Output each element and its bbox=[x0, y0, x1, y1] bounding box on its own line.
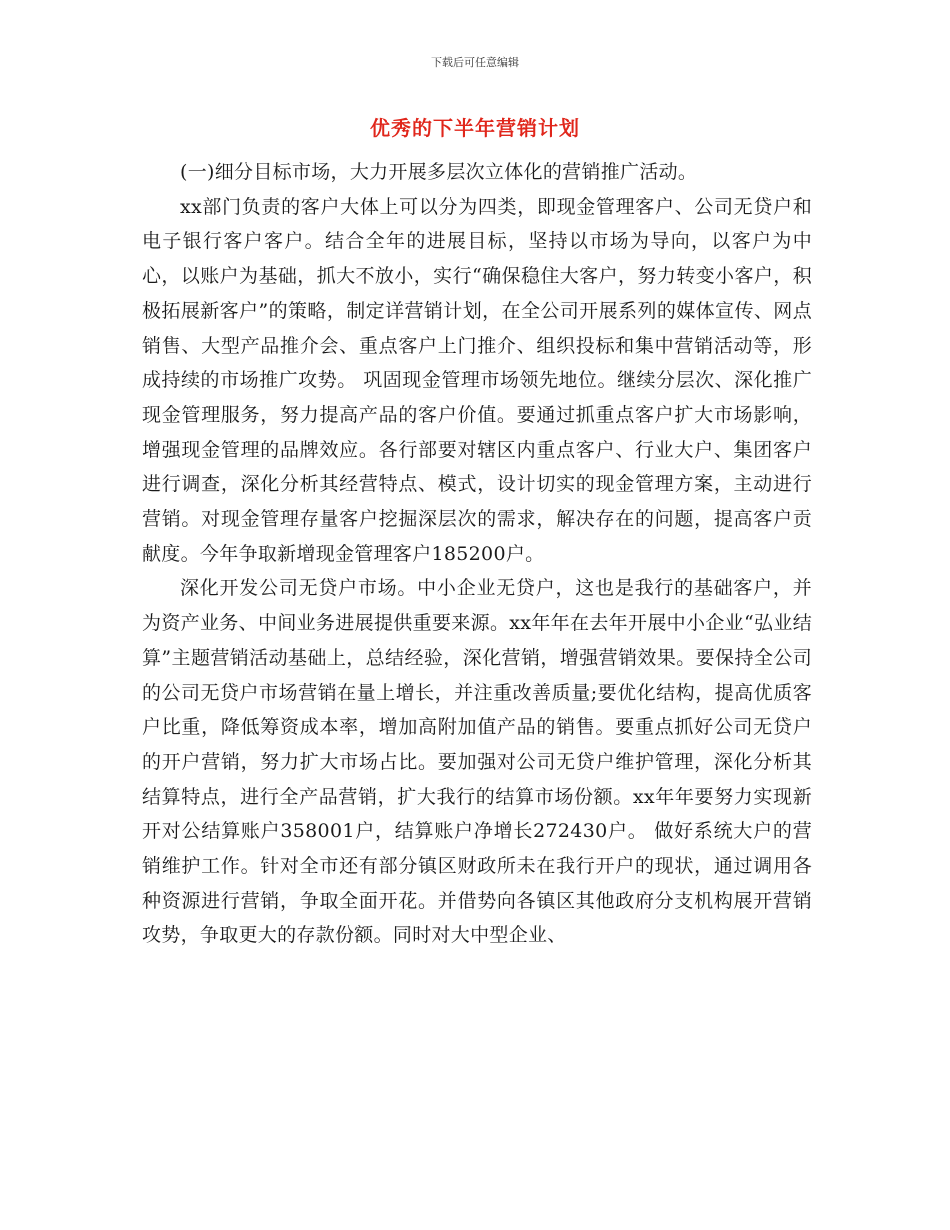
paragraph-2: xx部门负责的客户大体上可以分为四类，即现金管理客户、公司无贷户和电子银行客户客户。结合全年的进展目标，坚持以市场为导向，以客户为中心，以账户为基础，抓大不放小，实行“确保稳住大客户，努力转变小客户，积极拓展新客户”的策略，制定详营销计划，在全公司开展系列的媒体宣传、网点销售、大型产品推介会、重点客户上门推介、组织投标和集中营销活动等，形成持续的市场推广攻势。 巩固现金管理市场领先地位。继续分层次、深化推广现金管理服务，努力提高产品的客户价值。要通过抓重点客户扩大市场影响，增强现金管理的品牌效应。各行部要对辖区内重点客户、行业大户、集团客户进行调查，深化分析其经营特点、模式，设计切实的现金管理方案，主动进行营销。对现金管理存量客户挖掘深层次的需求，解决存在的问题，提高客户贡献度。今年争取新增现金管理客户185200户。 bbox=[142, 195, 812, 565]
paragraph-1: (一)细分目标市场，大力开展多层次立体化的营销推广活动。 bbox=[180, 161, 698, 183]
document-body bbox=[142, 155, 812, 953]
paragraph-3: 深化开发公司无贷户市场。中小企业无贷户，这也是我行的基础客户，并为资产业务、中间业务进展提供重要来源。xx年年在去年开展中小企业“弘业结算”主题营销活动基础上，总结经验，深化营销，增强营销效果。要保持全公司的公司无贷户市场营销在量上增长，并注重改善质量;要优化结构，提高优质客户比重，降低筹资成本率，增加高附加值产品的销售。要重点抓好公司无贷户的开户营销，努力扩大市场占比。要加强对公司无贷户维护管理，深化分析其结算特点，进行全产品营销，扩大我行的结算市场份额。xx年年要努力实现新开对公结算账户358001户，结算账户净增长272430户。 做好系统大户的营销维护工作。针对全市还有部分镇区财政所未在我行开户的现状，通过调用各种资源进行营销，争取全面开花。并借势向各镇区其他政府分支机构展开营销攻势，争取更大的存款份额。同时对大中型企业、 bbox=[142, 577, 812, 947]
document-title: 优秀的下半年营销计划 bbox=[370, 116, 580, 140]
header-note: 下载后可任意编辑 bbox=[431, 56, 519, 69]
